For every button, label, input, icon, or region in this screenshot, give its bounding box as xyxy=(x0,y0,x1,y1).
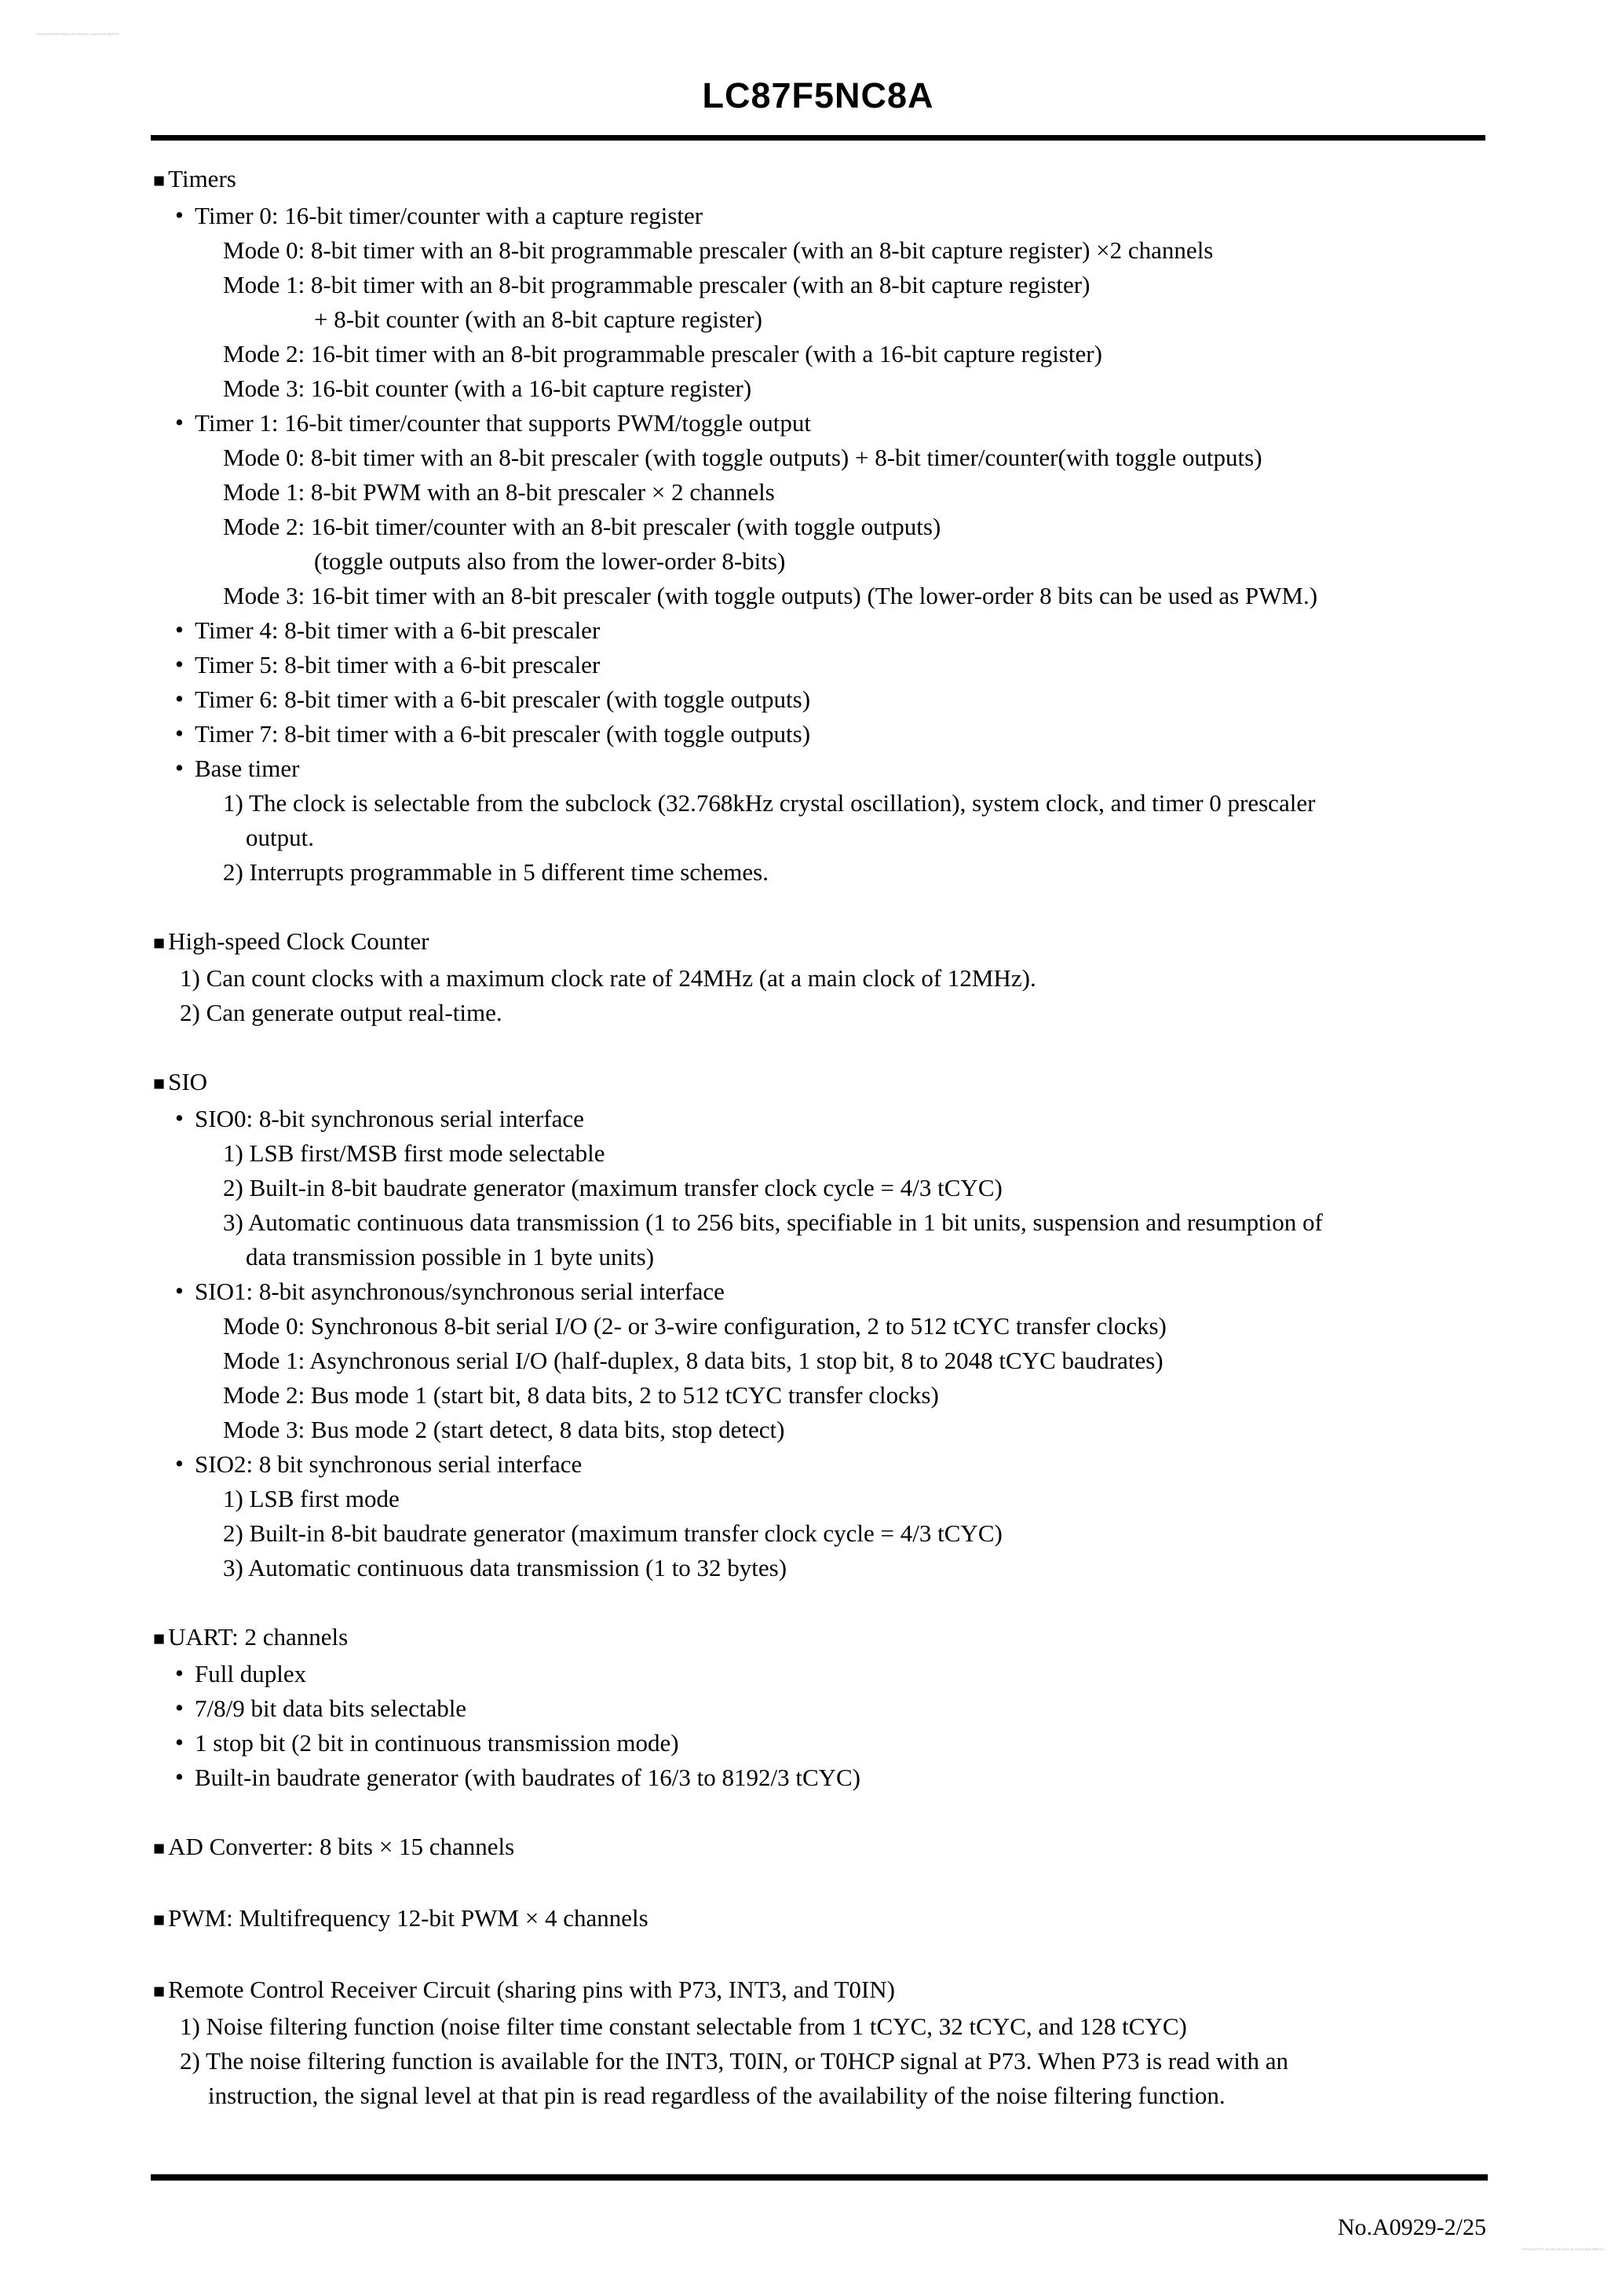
numbered-item xyxy=(153,1551,1500,1585)
line-text: 1) LSB first/MSB first mode selectable xyxy=(223,1139,605,1167)
line-text: Mode 2: 16-bit timer/counter with an 8-bit prescaler (with toggle outputs) xyxy=(223,513,941,540)
line-text: Timer 1: 16-bit timer/counter that supports PWM/toggle output xyxy=(195,409,811,437)
line-text: UART: 2 channels xyxy=(168,1623,349,1651)
line-text: Mode 0: 8-bit timer with an 8-bit programmable prescaler (with an 8-bit capture register) ×2 channels xyxy=(223,236,1214,264)
bullet-icon: • xyxy=(175,719,184,747)
bullet-item xyxy=(153,1274,1500,1309)
numbered-item xyxy=(153,1516,1500,1551)
section-square-icon: ■ xyxy=(153,1838,166,1859)
mode-line xyxy=(153,579,1500,613)
line-text: Mode 1: Asynchronous serial I/O (half-duplex, 8 data bits, 1 stop bit, 8 to 2048 tCYC baudrates) xyxy=(223,1347,1164,1374)
section-heading xyxy=(153,1972,1500,2009)
line-text: Mode 0: 8-bit timer with an 8-bit prescaler (with toggle outputs) + 8-bit timer/counter(with toggle outputs) xyxy=(223,444,1262,471)
line-text: 1) The clock is selectable from the subclock (32.768kHz crystal oscillation), system clock, and timer 0 prescaler xyxy=(223,789,1316,817)
bullet-item xyxy=(153,648,1500,682)
mode-line xyxy=(153,441,1500,475)
line-text: Base timer xyxy=(195,755,300,782)
line-text: output. xyxy=(246,824,314,851)
bullet-icon: • xyxy=(175,650,184,678)
line-text: SIO0: 8-bit synchronous serial interface xyxy=(195,1105,584,1132)
line-text: instruction, the signal level at that pin is read regardless of the availability of the noise filtering function. xyxy=(208,2082,1226,2109)
line-text: Mode 3: 16-bit timer with an 8-bit prescaler (with toggle outputs) (The lower-order 8 bits can be used as PWM.) xyxy=(223,582,1318,609)
line-text: Timers xyxy=(168,165,236,192)
bullet-icon: • xyxy=(175,616,184,643)
watermark-text-top: Downloaded from Elcodis.com electronic components distributor xyxy=(36,33,119,36)
page-title: LC87F5NC8A xyxy=(702,75,934,115)
bullet-icon: • xyxy=(175,1659,184,1687)
section-square-icon: ■ xyxy=(153,1629,166,1650)
bullet-icon: • xyxy=(175,754,184,781)
mode-line xyxy=(153,475,1500,510)
section-heading xyxy=(153,924,1500,961)
line-text: PWM: Multifrequency 12-bit PWM × 4 channels xyxy=(168,1904,648,1932)
blank-line xyxy=(153,1585,1500,1620)
header-rule xyxy=(151,135,1485,141)
line-text: SIO1: 8-bit asynchronous/synchronous serial interface xyxy=(195,1278,725,1305)
blank-line xyxy=(153,890,1500,924)
line-text: (toggle outputs also from the lower-order 8-bits) xyxy=(314,547,786,575)
line-text: Timer 4: 8-bit timer with a 6-bit prescaler xyxy=(195,616,601,644)
line-text: Mode 3: Bus mode 2 (start detect, 8 data bits, stop detect) xyxy=(223,1416,785,1443)
section-square-icon: ■ xyxy=(153,1910,166,1931)
bullet-icon: • xyxy=(175,1694,184,1721)
line-text: Remote Control Receiver Circuit (sharing pins with P73, INT3, and T0IN) xyxy=(168,1976,895,2003)
section-heading xyxy=(153,1620,1500,1657)
bullet-icon: • xyxy=(175,1728,184,1756)
section-square-icon: ■ xyxy=(153,933,166,954)
bullet-item xyxy=(153,1657,1500,1691)
line-text: Mode 2: Bus mode 1 (start bit, 8 data bits, 2 to 512 tCYC transfer clocks) xyxy=(223,1381,939,1409)
mode-line xyxy=(153,1413,1500,1447)
line-text: SIO xyxy=(168,1068,208,1095)
bullet-item xyxy=(153,751,1500,786)
bullet-icon: • xyxy=(175,408,184,436)
line-text: SIO2: 8 bit synchronous serial interface xyxy=(195,1450,583,1478)
line-text: Mode 1: 8-bit timer with an 8-bit programmable prescaler (with an 8-bit capture register) xyxy=(223,271,1090,298)
line-text: AD Converter: 8 bits × 15 channels xyxy=(168,1833,515,1860)
mode-line xyxy=(153,1378,1500,1413)
numbered-item xyxy=(153,2009,1500,2044)
line-text: Built-in baudrate generator (with baudrates of 16/3 to 8192/3 tCYC) xyxy=(195,1764,861,1791)
mode-line xyxy=(153,510,1500,544)
continuation-line xyxy=(153,1240,1500,1274)
mode-line xyxy=(153,233,1500,268)
section-heading xyxy=(153,162,1500,199)
line-text: Mode 0: Synchronous 8-bit serial I/O (2- or 3-wire configuration, 2 to 512 tCYC transfer clocks) xyxy=(223,1312,1167,1340)
continuation-line xyxy=(153,302,1500,337)
line-text: Timer 5: 8-bit timer with a 6-bit prescaler xyxy=(195,651,601,678)
numbered-item xyxy=(153,786,1500,821)
line-text: 2) The noise filtering function is available for the INT3, T0IN, or T0HCP signal at P73. When P73 is read with an xyxy=(180,2047,1288,2075)
numbered-item xyxy=(153,2044,1500,2078)
section-heading xyxy=(153,1065,1500,1102)
numbered-item xyxy=(153,1205,1500,1240)
section-square-icon: ■ xyxy=(153,1981,166,2002)
line-text: 3) Automatic continuous data transmission (1 to 32 bytes) xyxy=(223,1554,787,1581)
line-text: 1) Noise filtering function (noise filter time constant selectable from 1 tCYC, 32 tCYC, and 128 tCYC) xyxy=(180,2013,1187,2040)
line-text: 1 stop bit (2 bit in continuous transmission mode) xyxy=(195,1729,679,1757)
blank-line xyxy=(153,1866,1500,1901)
line-text: Mode 3: 16-bit counter (with a 16-bit capture register) xyxy=(223,375,752,402)
section-heading xyxy=(153,1830,1500,1866)
line-text: Mode 1: 8-bit PWM with an 8-bit prescaler × 2 channels xyxy=(223,478,775,506)
bullet-icon: • xyxy=(175,1763,184,1790)
section-square-icon: ■ xyxy=(153,170,166,192)
numbered-item xyxy=(153,855,1500,890)
line-text: 2) Built-in 8-bit baudrate generator (maximum transfer clock cycle = 4/3 tCYC) xyxy=(223,1174,1003,1201)
mode-line xyxy=(153,337,1500,371)
bullet-icon: • xyxy=(175,1277,184,1304)
line-text: 2) Can generate output real-time. xyxy=(180,999,502,1026)
line-text: 3) Automatic continuous data transmission (1 to 256 bits, specifiable in 1 bit units, suspension and resumption of xyxy=(223,1208,1323,1236)
bullet-item xyxy=(153,1691,1500,1726)
blank-line xyxy=(153,1030,1500,1065)
blank-line xyxy=(153,1938,1500,1972)
bullet-item xyxy=(153,682,1500,717)
bullet-item xyxy=(153,1760,1500,1795)
bullet-icon: • xyxy=(175,1104,184,1132)
line-text: 1) Can count clocks with a maximum clock rate of 24MHz (at a main clock of 12MHz). xyxy=(180,964,1036,992)
line-text: Full duplex xyxy=(195,1660,307,1687)
watermark-text-bottom: Downloaded from Elcodis.com electronic components distributor xyxy=(1522,2248,1605,2251)
bullet-item xyxy=(153,613,1500,648)
line-text: data transmission possible in 1 byte units) xyxy=(246,1243,655,1270)
bullet-icon: • xyxy=(175,201,184,229)
bullet-icon: • xyxy=(175,685,184,712)
line-text: 2) Built-in 8-bit baudrate generator (maximum transfer clock cycle = 4/3 tCYC) xyxy=(223,1519,1003,1547)
bullet-item xyxy=(153,406,1500,441)
page-number: No.A0929-2/25 xyxy=(1337,2214,1486,2240)
numbered-item xyxy=(153,996,1500,1030)
bullet-item xyxy=(153,1726,1500,1760)
document-body xyxy=(153,162,1500,2113)
line-text: Timer 6: 8-bit timer with a 6-bit prescaler (with toggle outputs) xyxy=(195,686,811,713)
line-text: 2) Interrupts programmable in 5 different time schemes. xyxy=(223,858,769,886)
numbered-item xyxy=(153,1171,1500,1205)
bullet-item xyxy=(153,199,1500,233)
continuation-line xyxy=(153,2078,1500,2113)
numbered-item xyxy=(153,961,1500,996)
section-heading xyxy=(153,1901,1500,1938)
line-text: 7/8/9 bit data bits selectable xyxy=(195,1695,467,1722)
numbered-item xyxy=(153,1136,1500,1171)
continuation-line xyxy=(153,544,1500,579)
continuation-line xyxy=(153,821,1500,855)
line-text: 1) LSB first mode xyxy=(223,1485,400,1512)
line-text: + 8-bit counter (with an 8-bit capture register) xyxy=(314,305,762,333)
bullet-item xyxy=(153,1447,1500,1482)
mode-line xyxy=(153,1344,1500,1378)
line-text: Timer 0: 16-bit timer/counter with a capture register xyxy=(195,202,703,229)
line-text: High-speed Clock Counter xyxy=(168,927,429,955)
line-text: Mode 2: 16-bit timer with an 8-bit programmable prescaler (with a 16-bit capture register) xyxy=(223,340,1102,367)
section-square-icon: ■ xyxy=(153,1073,166,1095)
bullet-item xyxy=(153,1102,1500,1136)
footer-rule xyxy=(151,2174,1488,2181)
numbered-item xyxy=(153,1482,1500,1516)
mode-line xyxy=(153,371,1500,406)
mode-line xyxy=(153,268,1500,302)
blank-line xyxy=(153,1795,1500,1830)
bullet-item xyxy=(153,717,1500,751)
mode-line xyxy=(153,1309,1500,1344)
bullet-icon: • xyxy=(175,1450,184,1477)
line-text: Timer 7: 8-bit timer with a 6-bit prescaler (with toggle outputs) xyxy=(195,720,811,748)
